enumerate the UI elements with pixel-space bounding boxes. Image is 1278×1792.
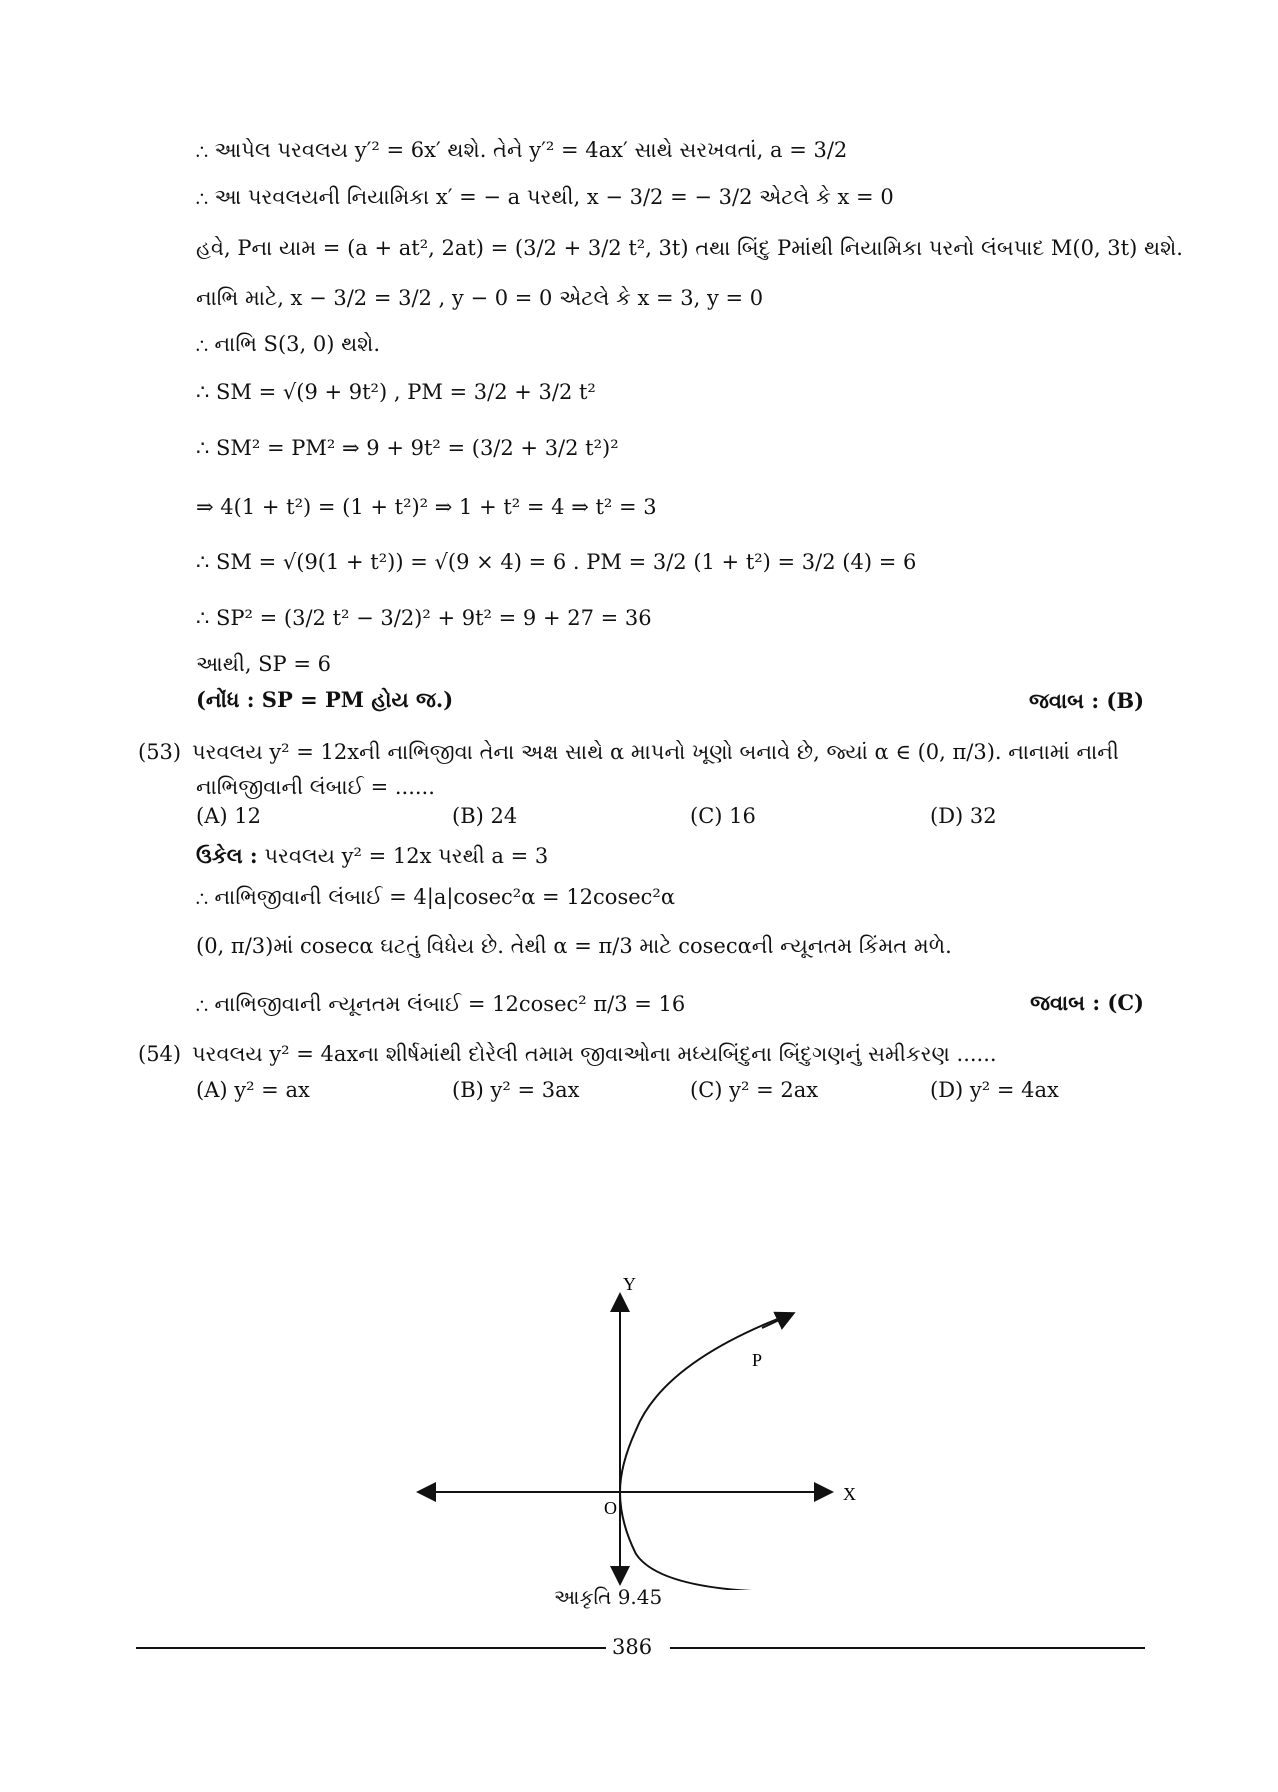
question-number: (54) <box>138 1042 182 1066</box>
text-line: ∴ આપેલ પરવલય y′² = 6x′ થશે. તેને y′² = 4ax′ સાથે સરખવતાં, a = 3/2 <box>196 138 848 162</box>
option-c: (C) y² = 2ax <box>690 1078 819 1102</box>
option-b: (B) y² = 3ax <box>452 1078 580 1102</box>
solution-line: ∴ નાભિજીવાની ન્યૂનતમ લંબાઈ = 12cosec² π/3 = 16 <box>196 992 686 1016</box>
parabola-arrow-top <box>762 1314 792 1328</box>
text-line: આથી, SP = 6 <box>196 652 331 676</box>
text-line: ∴ નાભિ S(3, 0) થશે. <box>196 332 381 356</box>
text-line: ∴ SP² = (3/2 t² − 3/2)² + 9t² = 9 + 27 = 36 <box>196 606 652 630</box>
option-d: (D) 32 <box>930 804 997 828</box>
solution-line: (0, π/3)માં cosecα ઘટતું વિધેય છે. તેથી α = π/3 માટે cosecαની ન્યૂનતમ કિંમત મળે. <box>196 934 952 958</box>
option-c: (C) 16 <box>690 804 756 828</box>
option-a: (A) 12 <box>196 804 261 828</box>
parabola-figure <box>410 1270 870 1590</box>
footer-rule <box>136 1647 606 1649</box>
figure-caption: આકૃતિ 9.45 <box>554 1585 663 1609</box>
text-line: ∴ SM² = PM² ⇒ 9 + 9t² = (3/2 + 3/2 t²)² <box>196 436 619 460</box>
note-line: (નોંધ : SP = PM હોય જ.) <box>196 687 454 712</box>
text-line: ⇒ 4(1 + t²) = (1 + t²)² ⇒ 1 + t² = 4 ⇒ t² = 3 <box>196 495 657 519</box>
footer-rule <box>670 1647 1145 1649</box>
text-line: ∴ આ પરવલયની નિયામિકા x′ = − a પરથી, x − 3/2 = − 3/2 એટલે કે x = 0 <box>196 185 894 209</box>
x-axis-label: X <box>843 1484 856 1504</box>
option-b: (B) 24 <box>452 804 518 828</box>
origin-label: O <box>604 1498 617 1518</box>
answer-label: જવાબ : (C) <box>1030 990 1144 1015</box>
solution-line: ∴ નાભિજીવાની લંબાઈ = 4|a|cosec²α = 12cosec²α <box>196 885 676 909</box>
solution-label: ઉકેલ : <box>196 843 258 868</box>
text-line: નાભિ માટે, x − 3/2 = 3/2 , y − 0 = 0 એટલે કે x = 3, y = 0 <box>196 286 764 310</box>
option-d: (D) y² = 4ax <box>930 1078 1059 1102</box>
text-line: ∴ SM = √(9 + 9t²) , PM = 3/2 + 3/2 t² <box>196 380 596 404</box>
question-text-cont: નાભિજીવાની લંબાઈ = ...... <box>196 775 435 799</box>
question-text: (54) પરવલય y² = 4axના શીર્ષમાંથી દોરેલી તમામ જીવાઓના મધ્યબિંદુના બિંદુગણનું સમીકરણ ...... <box>138 1042 997 1066</box>
solution-line: ઉકેલ : પરવલય y² = 12x પરથી a = 3 <box>196 843 549 868</box>
question-number: (53) <box>138 740 182 764</box>
option-a: (A) y² = ax <box>196 1078 310 1102</box>
y-axis-label: Y <box>623 1274 636 1294</box>
point-p-label: P <box>752 1350 763 1370</box>
text-line: ∴ SM = √(9(1 + t²)) = √(9 × 4) = 6 . PM = 3/2 (1 + t²) = 3/2 (4) = 6 <box>196 550 917 574</box>
page-number: 386 <box>612 1635 653 1659</box>
question-text: (53) પરવલય y² = 12xની નાભિજીવા તેના અક્ષ સાથે α માપનો ખૂણો બનાવે છે, જ્યાં α ∈ (0, π/3). નાનામાં નાની <box>138 740 1119 764</box>
answer-label: જવાબ : (B) <box>1029 688 1144 713</box>
text-line: હવે, Pના યામ = (a + at², 2at) = (3/2 + 3/2 t², 3t) તથા બિંદુ Pમાંથી નિયામિકા પરનો લંબપાદ M(0, 3t) થશે. <box>196 236 1183 260</box>
